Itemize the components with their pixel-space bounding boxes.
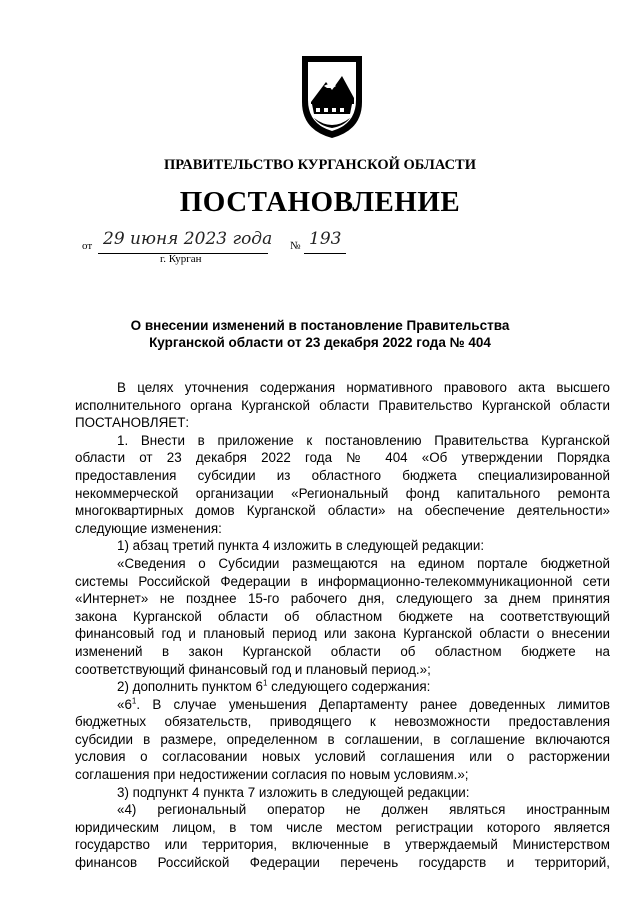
handwritten-date: 29 июня 2023 года	[103, 229, 273, 249]
document-body	[75, 379, 610, 872]
subject-line: О внесении изменений в постановление Правительства	[130, 318, 510, 333]
superscript: 1	[131, 696, 137, 706]
body-line: ПОСТАНОВЛЯЕТ:	[75, 415, 190, 431]
document-subject	[60, 317, 580, 351]
body-line: изменений в закон Курганской области об областном бюджете на	[75, 643, 610, 659]
superscript: 1	[262, 678, 268, 688]
body-line: государство или территория, включенные в утверждаемый Министерством	[75, 837, 610, 853]
body-line: «Сведения о Субсидии размещаются на едином портале бюджетной	[117, 555, 610, 571]
body-line: предоставления субсидии из областного бюджета специализированной	[75, 467, 610, 483]
body-text: . В случае уменьшения Департаменту ранее доведенных лимитов	[136, 696, 610, 712]
body-line: 3) подпункт 4 пункта 7 изложить в следующей редакции:	[117, 784, 470, 800]
body-line: многоквартирных домов Курганской области» на обеспечение деятельности»	[75, 503, 610, 519]
body-line: субсидии в размере, определенном в соглашении, в соглашение включаются	[75, 731, 610, 747]
body-line: «Интернет» не позднее 15-го рабочего дня, следующего за днем принятия	[75, 591, 610, 607]
number-prefix: №	[290, 240, 301, 252]
body-line	[75, 678, 610, 696]
date-prefix: от	[82, 240, 93, 252]
coat-of-arms-emblem	[296, 52, 368, 140]
body-text: следующего содержания:	[267, 679, 431, 695]
body-line	[75, 696, 610, 714]
body-line: В целях уточнения содержания нормативного правового акта высшего	[117, 380, 610, 395]
number-underline	[304, 253, 346, 254]
body-line: некоммерческой организации «Региональный фонд капитального ремонта	[75, 485, 610, 501]
body-line: финансов Российской Федерации перечень государств и территорий,	[75, 855, 610, 871]
body-line: бюджетных обязательств, приводящего к невозможности предоставления	[75, 714, 610, 730]
body-line: системы Российской Федерации в информационно-телекоммуникационной сети	[75, 573, 610, 589]
document-type-title: ПОСТАНОВЛЕНИЕ	[179, 186, 461, 218]
body-line: следующие изменения:	[75, 520, 222, 536]
body-line: закона Курганской области об областном бюджете на соответствующий	[75, 608, 610, 624]
body-text: «6	[117, 696, 132, 712]
handwritten-number: 193	[309, 229, 342, 249]
body-line: «4) региональный оператор не должен являться иностранным	[117, 802, 610, 818]
body-line: 1. Внести в приложение к постановлению Правительства Курганской	[117, 432, 610, 448]
subject-line: Курганской области от 23 декабря 2022 года № 404	[149, 335, 491, 350]
body-line: области от 23 декабря 2022 года № 404 «Об утверждении Порядка	[75, 450, 610, 466]
body-text: 2) дополнить пунктом 6	[117, 679, 263, 695]
body-line: юридическим лицом, в том числе местом регистрации которого является	[75, 819, 610, 835]
body-line: условия о согласовании новых условий соглашения или о расторжении	[75, 749, 610, 765]
body-line: исполнительного органа Курганской области Правительство Курганской области	[75, 397, 610, 413]
body-line: соглашения при недостижении согласия по новым условиям.»;	[75, 767, 469, 783]
body-line: соответствующий финансовый год и плановый период.»;	[75, 661, 431, 677]
body-line: 1) абзац третий пункта 4 изложить в следующей редакции:	[117, 538, 485, 554]
government-name: ПРАВИТЕЛЬСТВО КУРГАНСКОЙ ОБЛАСТИ	[163, 157, 476, 173]
city-name: г. Курган	[160, 253, 202, 265]
body-line: финансовый год и плановый период или закона Курганской области о внесении	[75, 626, 610, 642]
